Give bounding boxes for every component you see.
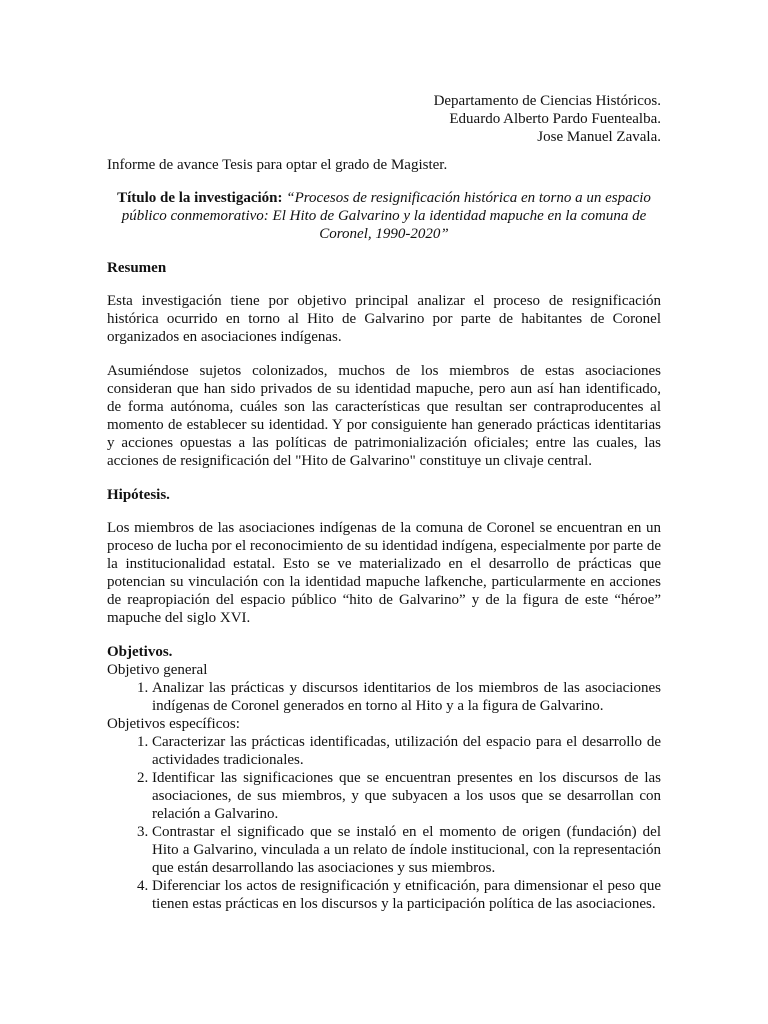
document-body [107,92,661,913]
resumen-paragraph: Asumiéndose sujetos colonizados, muchos de los miembros de estas asociaciones consideran que han sido privados de su identidad mapuche, pero aun así han identificado, de forma autónoma, cuáles son las características que resultan ser contraproducentes al momento de establecer su identidad. Y por consiguiente han generado prácticas identitarias y acciones opuestas a las políticas de patrimonialización oficiales; entre las cuales, las acciones de resignificación del "Hito de Galvarino" constituye un clivaje central. [107,363,661,469]
author-name: Jose Manuel Zavala. [537,129,661,145]
section-heading-resumen: Resumen [107,260,167,276]
objetivo-general-list [107,679,661,715]
section-heading-objetivos: Objetivos. [107,644,173,660]
title-text: “Procesos de resignificación histórica en torno a un espacio público conmemorativo: El Hito de Galvarino y la identidad mapuche en la comuna de Coronel, 1990-2020” [121,190,651,242]
objetivos-especificos-list [107,733,661,913]
list-item: 3. Contrastar el significado que se instaló en el momento de origen (fundación) del Hito a Galvarino, vinculada a un relato de índole institucional, con la representación que están desarrollando las asociaciones y sus miembros. [152,823,661,877]
list-item: 2. Identificar las significaciones que se encuentran presentes en los discursos de las asociaciones, de sus miembros, y que subyacen a los usos que se desarrollan con relación a Galvarino. [152,769,661,823]
resumen-paragraph: Esta investigación tiene por objetivo principal analizar el proceso de resignificación histórica ocurrido en torno al Hito de Galvarino por parte de habitantes de Coronel organizados en asociaciones indígenas. [107,293,661,345]
hipotesis-paragraph: Los miembros de las asociaciones indígenas de la comuna de Coronel se encuentran en un proceso de lucha por el reconocimiento de su identidad indígena, especialmente por parte de la institucionalidad estatal. Esto se ve materializado en el desarrollo de prácticas que potencian su vinculación con la identidad mapuche lafkenche, particularmente en acciones de reapropiación del espacio público “hito de Galvarino” y de la figura de este “héroe” mapuche del siglo XVI. [107,520,661,626]
list-item: 4. Diferenciar los actos de resignificación y etnificación, para dimensionar el peso que tienen estas prácticas en los discursos y la participación política de las asociaciones. [152,877,661,913]
author-block [107,92,661,146]
research-title [107,189,661,243]
department-line: Departamento de Ciencias Históricos. [433,93,661,109]
author-name: Eduardo Alberto Pardo Fuentealba. [449,111,661,127]
section-heading-hipotesis: Hipótesis. [107,487,170,503]
title-label: Título de la investigación: [117,190,283,206]
objetivo-general-label: Objetivo general [107,662,208,678]
list-item: 1. Caracterizar las prácticas identificadas, utilización del espacio para el desarrollo de actividades tradicionales. [152,733,661,769]
list-item: 1. Analizar las prácticas y discursos identitarios de los miembros de las asociaciones indígenas de Coronel generados en torno al Hito y a la figura de Galvarino. [152,679,661,715]
objetivos-especificos-label: Objetivos específicos: [107,716,240,732]
report-intro: Informe de avance Tesis para optar el grado de Magister. [107,157,448,173]
